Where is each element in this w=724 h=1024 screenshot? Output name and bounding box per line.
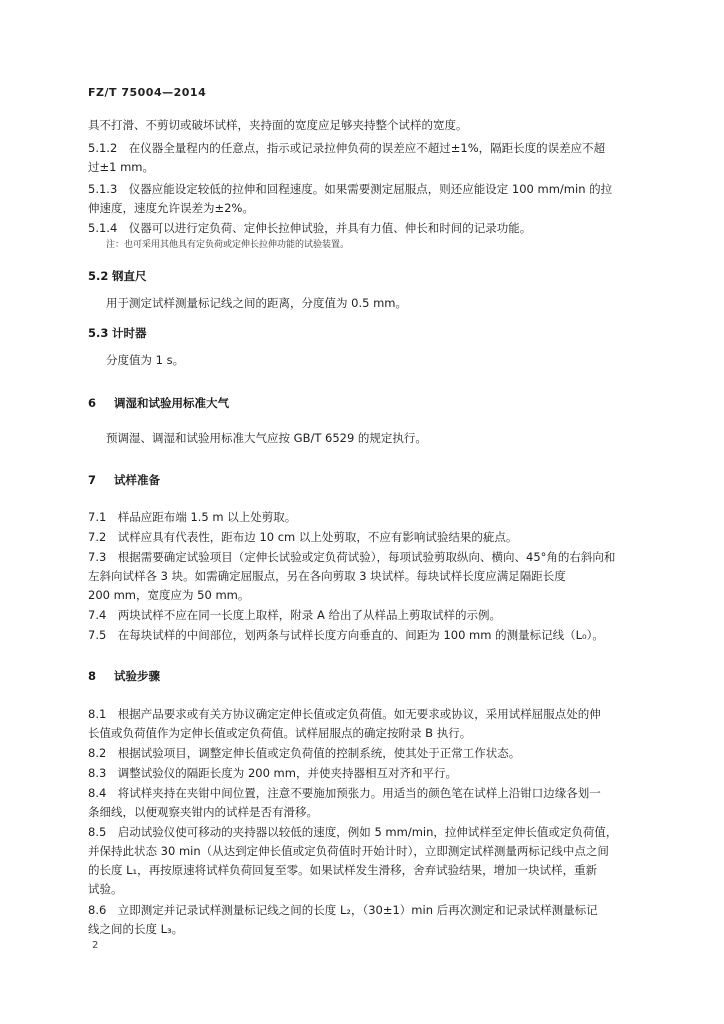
paragraph-line: 左斜向试样各 3 块。如需确定屈服点，另在各向剪取 3 块试样。每块试样长度应满足隔距长度: [88, 569, 566, 583]
paragraph-line: 用于测定试样测量标记线之间的距离，分度值为 0.5 mm。: [106, 296, 408, 310]
heading-8: [88, 668, 160, 684]
paragraph-line: 并保持此状态 30 min（从达到定伸长值或定负荷值时开始计时），立即测定试样测量两标记线中点之间: [88, 844, 609, 858]
heading-number: 5.2: [88, 269, 109, 283]
heading-title: 调湿和试验用标准大气: [114, 396, 230, 410]
clause-8-6: 8.6 立即测定并记录试样测量标记线之间的长度 L₂，（30±1）min 后再次测定和记录试样测量标记: [88, 903, 598, 917]
heading-title: 试验步骤: [114, 669, 161, 683]
clause-8-5: 8.5 启动试验仪使可移动的夹持器以较低的速度，例如 5 mm/min，拉伸试样至定伸长值或定负荷值，: [88, 825, 618, 839]
clause-7-2: 7.2 试样应具有代表性，距布边 10 cm 以上处剪取，不应有影响试验结果的疵点。: [88, 530, 518, 544]
paragraph-line: 分度值为 1 s。: [106, 353, 185, 367]
clause-8-4: 8.4 将试样夹持在夹钳中间位置，注意不要施加预张力。用适当的颜色笔在试样上沿钳口边缘各划一: [88, 786, 601, 800]
heading-number: 6: [88, 396, 97, 410]
paragraph-line: 过±1 mm。: [88, 160, 155, 174]
paragraph-line: 长值或负荷值作为定伸长值或定负荷值。试样屈服点的确定按附录 B 执行。: [88, 726, 472, 740]
heading-number: 7: [88, 473, 97, 487]
clause-8-2: 8.2 根据试验项目，调整定伸长值或定负荷值的控制系统，使其处于正常工作状态。: [88, 746, 521, 760]
paragraph-line: 的长度 L₁，再按原速将试样负荷回复至零。如果试样发生滑移，舍弃试验结果，增加一块试样，重新: [88, 863, 598, 877]
clause-8-3: 8.3 调整试验仪的隔距长度为 200 mm，并使夹持器相互对齐和平行。: [88, 766, 457, 780]
clause-5-1-2: 5.1.2 在仪器全量程内的任意点，指示或记录拉伸负荷的误差应不超过±1%，隔距长度的误差应不超: [88, 141, 606, 155]
heading-5-2: [88, 268, 147, 284]
heading-7: [88, 472, 160, 488]
page-number: 2: [92, 940, 99, 951]
clause-5-1-4: 5.1.4 仪器可以进行定负荷、定伸长拉伸试验，并具有力值、伸长和时间的记录功能。: [88, 221, 532, 235]
heading-number: 5.3: [88, 326, 109, 340]
heading-title: 钢直尺: [112, 269, 147, 283]
clause-7-3: 7.3 根据需要确定试验项目（定伸长试验或定负荷试验），每项试验剪取纵向、横向、45°角的右斜向和: [88, 550, 616, 564]
paragraph-line: 条细线，以便观察夹钳内的试样是否有滑移。: [88, 805, 318, 819]
clause-8-1: 8.1 根据产品要求或有关方协议确定定伸长值或定负荷值。如无要求或协议，采用试样屈服点处的伸: [88, 707, 601, 721]
paragraph-line: 试验。: [88, 882, 123, 896]
clause-7-1: 7.1 样品应距布端 1.5 m 以上处剪取。: [88, 510, 297, 524]
paragraph-line: 线之间的长度 L₃。: [88, 922, 184, 936]
paragraph-line: 预调湿、调湿和试验用标准大气应按 GB/T 6529 的规定执行。: [106, 431, 427, 445]
heading-title: 试样准备: [114, 473, 161, 487]
clause-7-5: 7.5 在每块试样的中间部位，划两条与试样长度方向垂直的、间距为 100 mm 的测量标记线（L₀）。: [88, 628, 604, 642]
paragraph-line: 伸速度，速度允许误差为±2%。: [88, 201, 254, 215]
clause-7-4: 7.4 两块试样不应在同一长度上取样，附录 A 给出了从样品上剪取试样的示例。: [88, 608, 501, 622]
standard-code-header: FZ/T 75004—2014: [88, 86, 207, 99]
paragraph-line: 200 mm，宽度应为 50 mm。: [88, 588, 250, 602]
paragraph-line: 具不打滑、不剪切或破坏试样，夹持面的宽度应足够夹持整个试样的宽度。: [88, 118, 468, 132]
clause-5-1-3: 5.1.3 仪器应能设定较低的拉伸和回程速度。如果需要测定屈服点，则还应能设定 100 mm/min 的拉: [88, 182, 613, 196]
heading-title: 计时器: [112, 326, 147, 340]
heading-6: [88, 395, 229, 411]
heading-5-3: [88, 325, 147, 341]
heading-number: 8: [88, 669, 97, 683]
note-line: 注：也可采用其他具有定负荷或定伸长拉伸功能的试验装置。: [106, 240, 350, 250]
